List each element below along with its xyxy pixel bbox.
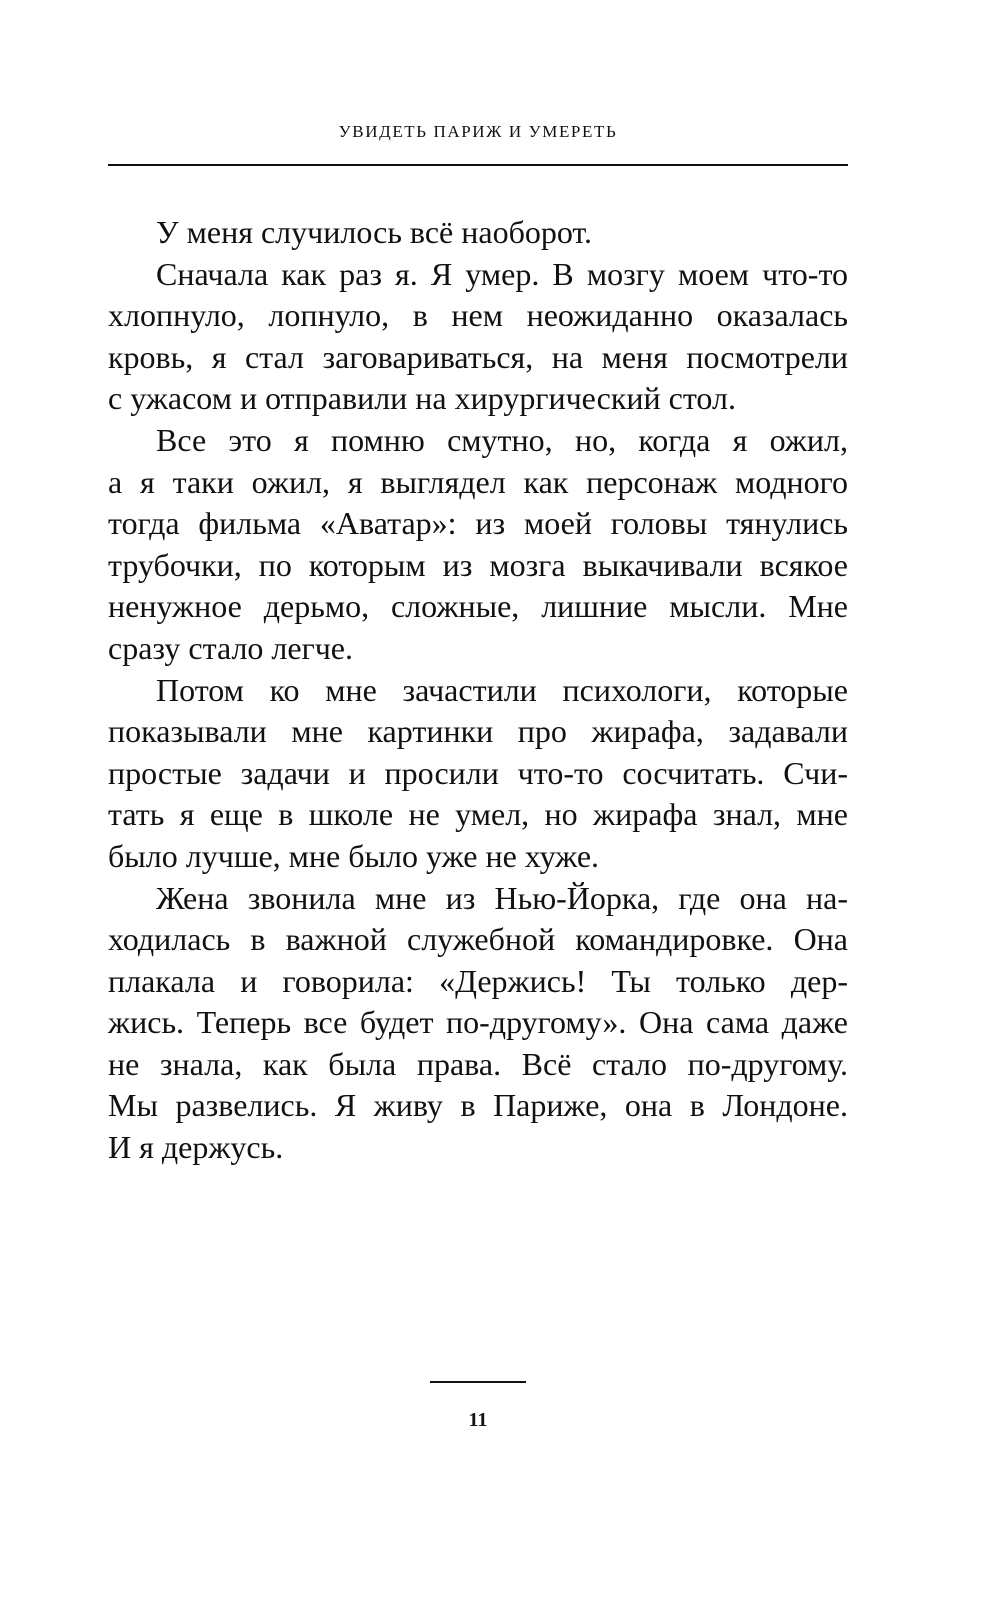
text-line: сразу стало легче. — [108, 629, 353, 666]
text-line: У меня случилось всё наоборот. — [156, 214, 592, 250]
text-line: тогда фильма «Аватар»: из моей головы тянулись — [108, 505, 848, 542]
text-line: Потом ко мне зачастили психологи, которые — [156, 671, 848, 708]
text-line: простые задачи и просили что-то сосчитать. Счи- — [108, 754, 848, 791]
text-line: Сначала как раз я. Я умер. В мозгу моем что-то — [156, 255, 848, 292]
running-head: УВИДЕТЬ ПАРИЖ И УМЕРЕТЬ — [338, 122, 618, 141]
footer-rule — [430, 1381, 526, 1383]
header-rule — [108, 164, 848, 166]
text-line: жись. Теперь все будет по-другому». Она сама даже — [108, 1004, 848, 1041]
text-line: Жена звонила мне из Нью-Йорка, где она на- — [156, 879, 848, 916]
text-line: тать я еще в школе не умел, но жирафа знал, мне — [108, 796, 848, 833]
text-line: было лучше, мне было уже не хуже. — [108, 837, 600, 874]
text-line: хлопнуло, лопнуло, в нем неожиданно оказалась — [108, 297, 848, 334]
text-line: Мы развелись. Я живу в Париже, она в Лондоне. — [108, 1087, 848, 1124]
text-line: Все это я помню смутно, но, когда я ожил, — [156, 421, 848, 458]
body-text — [108, 212, 848, 1169]
text-line: И я держусь. — [108, 1129, 284, 1166]
page-number: 11 — [468, 1409, 488, 1431]
text-line: с ужасом и отправили на хирургический стол. — [108, 380, 736, 417]
text-line: ходилась в важной служебной командировке. Она — [108, 921, 848, 958]
text-line: а я таки ожил, я выглядел как персонаж модного — [108, 463, 848, 500]
text-line: плакала и говорила: «Держись! Ты только дер- — [108, 962, 848, 999]
text-line: кровь, я стал заговариваться, на меня посмотрели — [108, 338, 848, 375]
text-line: не знала, как была права. Всё стало по-другому. — [108, 1045, 848, 1082]
text-line: ненужное дерьмо, сложные, лишние мысли. Мне — [108, 588, 848, 625]
text-line: показывали мне картинки про жирафа, задавали — [108, 713, 848, 750]
text-line: трубочки, по которым из мозга выкачивали всякое — [108, 546, 848, 583]
